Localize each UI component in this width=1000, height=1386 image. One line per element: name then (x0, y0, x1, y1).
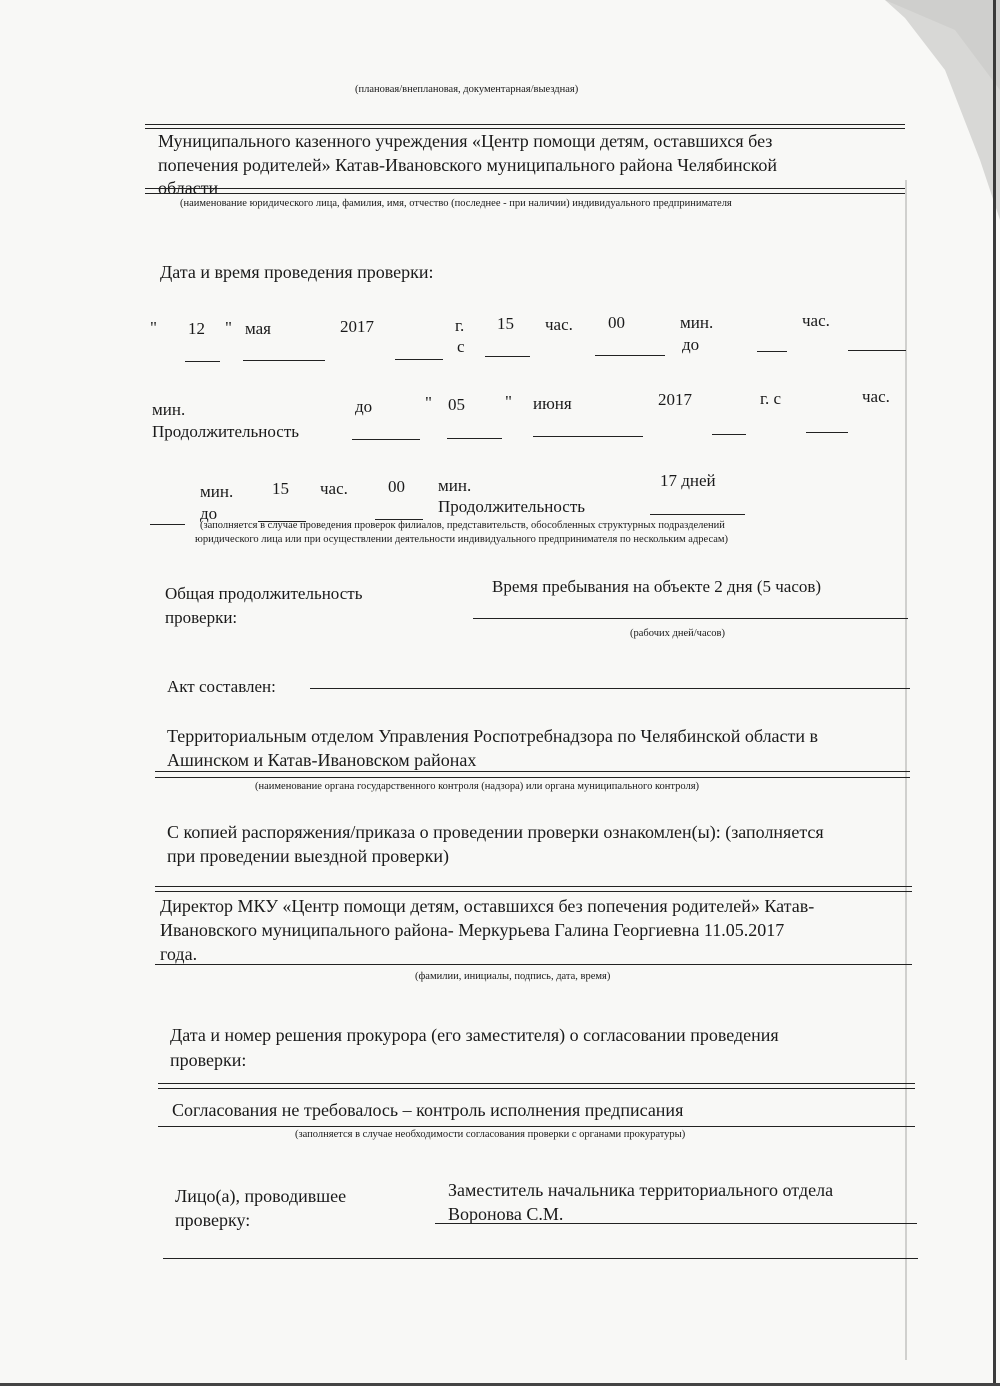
duration-label-line-2: проверки: (165, 608, 238, 627)
prosecutor-rule-3 (158, 1126, 915, 1127)
row3-minute-word-2: мин. (438, 476, 472, 495)
prosecutor-rule-2 (158, 1088, 915, 1089)
row1-blank-hour2 (757, 351, 787, 352)
row1-from-word: с (457, 337, 465, 356)
entity-top-rule-2 (145, 128, 905, 129)
acquainted-label-line-1: С копией распоряжения/приказа о проведении проверки ознакомлен(ы): (заполняется (167, 822, 824, 842)
row3-duration-value: 17 дней (660, 471, 716, 490)
inspector-value-line-1: Заместитель начальника территориального отдела (448, 1180, 834, 1200)
act-label: Акт составлен: (167, 677, 276, 696)
inspection-type-caption: (плановая/внеплановая, документарная/выездная) (355, 84, 579, 95)
duration-caption: (рабочих дней/часов) (630, 628, 725, 639)
page-edge-line (993, 0, 996, 1386)
entity-name-line-3: области (158, 178, 219, 198)
row1-hour2-word: час. (802, 311, 830, 330)
act-value-line-2: Ашинском и Катав-Ивановском районах (167, 750, 477, 770)
row1-month: мая (245, 319, 272, 338)
datetime-label: Дата и время проведения проверки: (160, 262, 434, 282)
duration-value: Время пребывания на объекте 2 дня (5 часов) (492, 577, 822, 596)
acquainted-caption: (фамилии, инициалы, подпись, дата, время) (415, 971, 611, 982)
row2-hour-word: час. (862, 387, 890, 406)
folded-corner-shadow (885, 0, 1000, 220)
row2-blank-day (447, 438, 502, 439)
acquainted-rule-3 (155, 964, 912, 965)
inspector-label-line-2: проверку: (175, 1210, 251, 1230)
row2-day: 05 (448, 395, 465, 414)
prosecutor-caption: (заполняется в случае необходимости согласования проверки с органами прокуратуры) (295, 1129, 686, 1140)
inspector-value-line-2: Воронова С.М. (448, 1204, 564, 1224)
row2-duration-word: Продолжительность (152, 422, 299, 441)
act-caption: (наименование органа государственного контроля (надзора) или органа муниципального контроля) (255, 781, 700, 792)
row2-blank-1 (352, 439, 420, 440)
acquainted-value-line-3: года. (160, 944, 198, 964)
row2-blank-month (533, 436, 643, 437)
row3-hour: 15 (272, 479, 289, 498)
prosecutor-label-line-2: проверки: (170, 1050, 247, 1070)
entity-name-line-1: Муниципального казенного учреждения «Центр помощи детям, оставшихся без (158, 131, 773, 151)
duration-rule (473, 618, 908, 619)
row2-month: июня (533, 394, 572, 413)
row2-quote-close: " (505, 392, 512, 411)
row3-minute-word: мин. (200, 482, 234, 501)
acquainted-rule-1 (155, 886, 912, 887)
acquainted-value-line-1: Директор МКУ «Центр помощи детям, оставшихся без попечения родителей» Катав- (160, 896, 815, 916)
row2-quote-open: " (425, 393, 432, 412)
row2-blank-hour (806, 432, 848, 433)
row3-hour-word: час. (320, 479, 348, 498)
row1-minute-word: мин. (680, 313, 714, 332)
prosecutor-label-line-1: Дата и номер решения прокурора (его заместителя) о согласовании проведения (170, 1025, 779, 1045)
duration-label-line-1: Общая продолжительность (165, 584, 363, 603)
inspector-rule-1 (435, 1223, 917, 1224)
row3-blank-1 (150, 524, 185, 525)
row1-blank-minute2 (848, 350, 906, 351)
row1-minute: 00 (608, 313, 625, 332)
entity-name-line-2: попечения родителей» Катав-Ивановского муниципального района Челябинской (158, 155, 778, 175)
row3-duration-word: Продолжительность (438, 497, 585, 516)
act-label-rule (310, 688, 910, 689)
row3-blank-duration (650, 514, 745, 515)
row2-year-suffix: г. с (760, 389, 782, 408)
datetime-caption-line-1: (заполняется в случае проведения проверок филиалов, представительств, обособленных структурных подразделений (200, 520, 725, 531)
row2-minute-word: мин. (152, 400, 186, 419)
acquainted-label-line-2: при проведении выездной проверки) (167, 846, 449, 866)
row1-quote-open: " (150, 318, 157, 337)
row2-blank-year (712, 434, 746, 435)
page-edge-shadow (905, 180, 907, 1360)
row1-blank-hour (485, 356, 530, 357)
entity-bottom-rule-1 (145, 188, 905, 189)
row1-day: 12 (188, 319, 205, 338)
row1-year-suffix: г. (455, 316, 465, 335)
inspector-label-line-1: Лицо(а), проводившее (175, 1186, 347, 1206)
row2-year: 2017 (658, 390, 692, 409)
row1-blank-day (185, 361, 220, 362)
act-rule-1 (155, 771, 910, 772)
row1-hour-word: час. (545, 315, 573, 334)
datetime-caption-line-2: юридического лица или при осуществлении деятельности индивидуального предпринимателя по нескольким адресам) (195, 534, 729, 545)
row3-minute: 00 (388, 477, 405, 496)
row1-blank-year (395, 359, 443, 360)
prosecutor-value: Согласования не требовалось – контроль исполнения предписания (172, 1100, 684, 1120)
act-value-line-1: Территориальным отделом Управления Роспотребнадзора по Челябинской области в (167, 726, 819, 746)
act-rule-2 (155, 777, 910, 778)
row2-to-word: до (355, 397, 373, 416)
row1-blank-minute (595, 355, 665, 356)
acquainted-value-line-2: Ивановского муниципального района- Меркурьева Галина Георгиевна 11.05.2017 (160, 920, 785, 940)
row3-to-word: до (200, 504, 218, 523)
row1-hour: 15 (497, 314, 514, 333)
entity-top-rule-1 (145, 124, 905, 125)
inspector-rule-2 (163, 1258, 918, 1259)
row1-quote-close: " (225, 318, 232, 337)
row1-year: 2017 (340, 317, 374, 336)
row1-blank-month (243, 360, 325, 361)
entity-caption: (наименование юридического лица, фамилия, имя, отчество (последнее - при наличии) индивидуального предпринимателя (180, 198, 732, 209)
row1-to-word: до (682, 335, 700, 354)
entity-bottom-rule-2 (145, 193, 905, 194)
prosecutor-rule-1 (158, 1083, 915, 1084)
acquainted-rule-2 (155, 891, 912, 892)
